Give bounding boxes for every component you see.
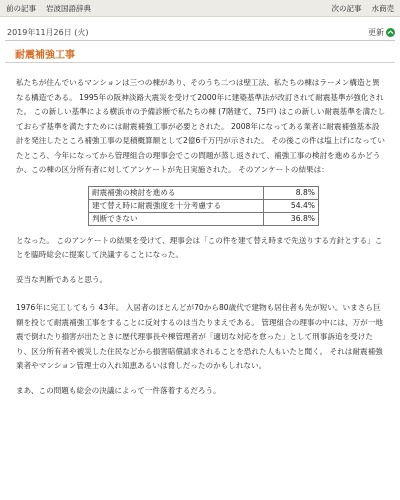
survey-option-value: 54.4%: [264, 199, 319, 212]
author-link[interactable]: 水商売: [371, 3, 394, 13]
update-label: 更新: [368, 27, 384, 37]
date-bar: [5, 24, 395, 41]
top-nav-left: [6, 3, 91, 14]
refresh-icon: [386, 28, 395, 37]
post-date: 2019年11月26日 (火): [7, 27, 89, 37]
paragraph-5: まあ、この問題も総会の決議によって一件落着するだろう。: [16, 385, 221, 395]
prev-article-link[interactable]: 前の記事: [6, 3, 36, 13]
survey-results-table: [88, 186, 319, 226]
survey-option-value: 36.8%: [264, 212, 319, 225]
paragraph-4: 1976年に完工してもう 43年。 入居者のほとんどが70から80歳代で建物も居住者も先が短い。いまさら巨額を投じて耐震補強工事をすることに反対するのは当たりまえである。 管理組合の理事の中には、万が一地震で倒れたり損害が出たときに歴代理事長や棟管理者が「適切な対応を怠った」として刑事訴追を受けたり、区分所有者や被災した住民などから損害賠償請求されることを恐れた人もいたと聞く。 それは耐震補強業者やマンション管理士の入れ知恵あるいは脅しだったのかもしれない。: [16, 303, 383, 370]
article-title: 耐震補強工事: [15, 49, 75, 61]
survey-option-label: 耐震補強の検討を進める: [89, 186, 264, 199]
article-body: [16, 76, 386, 398]
paragraph-2: となった。 このアンケートの結果を受けて、理事会は「この件を建て替え時まで先送りする方針とする」ことを臨時総会に提案して決議することになった。: [16, 235, 383, 259]
table-row: [89, 212, 319, 225]
top-nav: [0, 0, 400, 17]
update-link[interactable]: [368, 27, 395, 38]
paragraph-3: 妥当な判断であると思う。: [16, 274, 108, 284]
table-row: [89, 199, 319, 212]
dictionary-link[interactable]: 岩波国語辞典: [46, 3, 91, 13]
survey-option-label: 建て替え時に耐震強度を十分考慮する: [89, 199, 264, 212]
title-bar: [5, 44, 395, 63]
survey-option-value: 8.8%: [264, 186, 319, 199]
paragraph-1: 私たちが住んでいるマンションは三つの棟があり、そのうち二つは壁工法、私たちの棟はラーメン構造と異なる構造である。 1995年の阪神淡路大震災を受けて2000年に建築基準法が改訂されて耐震基準が強化された。 この新しい基準による横浜市の予備診断で私たちの棟 (7階建て、75戸) はこの新しい耐震基準を満たしておらず基準を満たすためには耐震補強工事が必要とされた。 2008年になってある業者に耐震補強基本設計を発注したところ補強工事の見積概算額として2億6千万円が示された。 その後この件は塩上げになっていたところ、今年になってから管理組合の理事会でこの問題が蒸し返されて、補強工事の検討を進めるかどうか、この棟の区分所有者に対してアンケートが先日実施された。 そのアンケートの結果は：: [16, 78, 386, 174]
top-nav-right: [332, 3, 395, 14]
survey-option-label: 判断できない: [89, 212, 264, 225]
table-row: [89, 186, 319, 199]
next-article-link[interactable]: 次の記事: [331, 3, 362, 13]
